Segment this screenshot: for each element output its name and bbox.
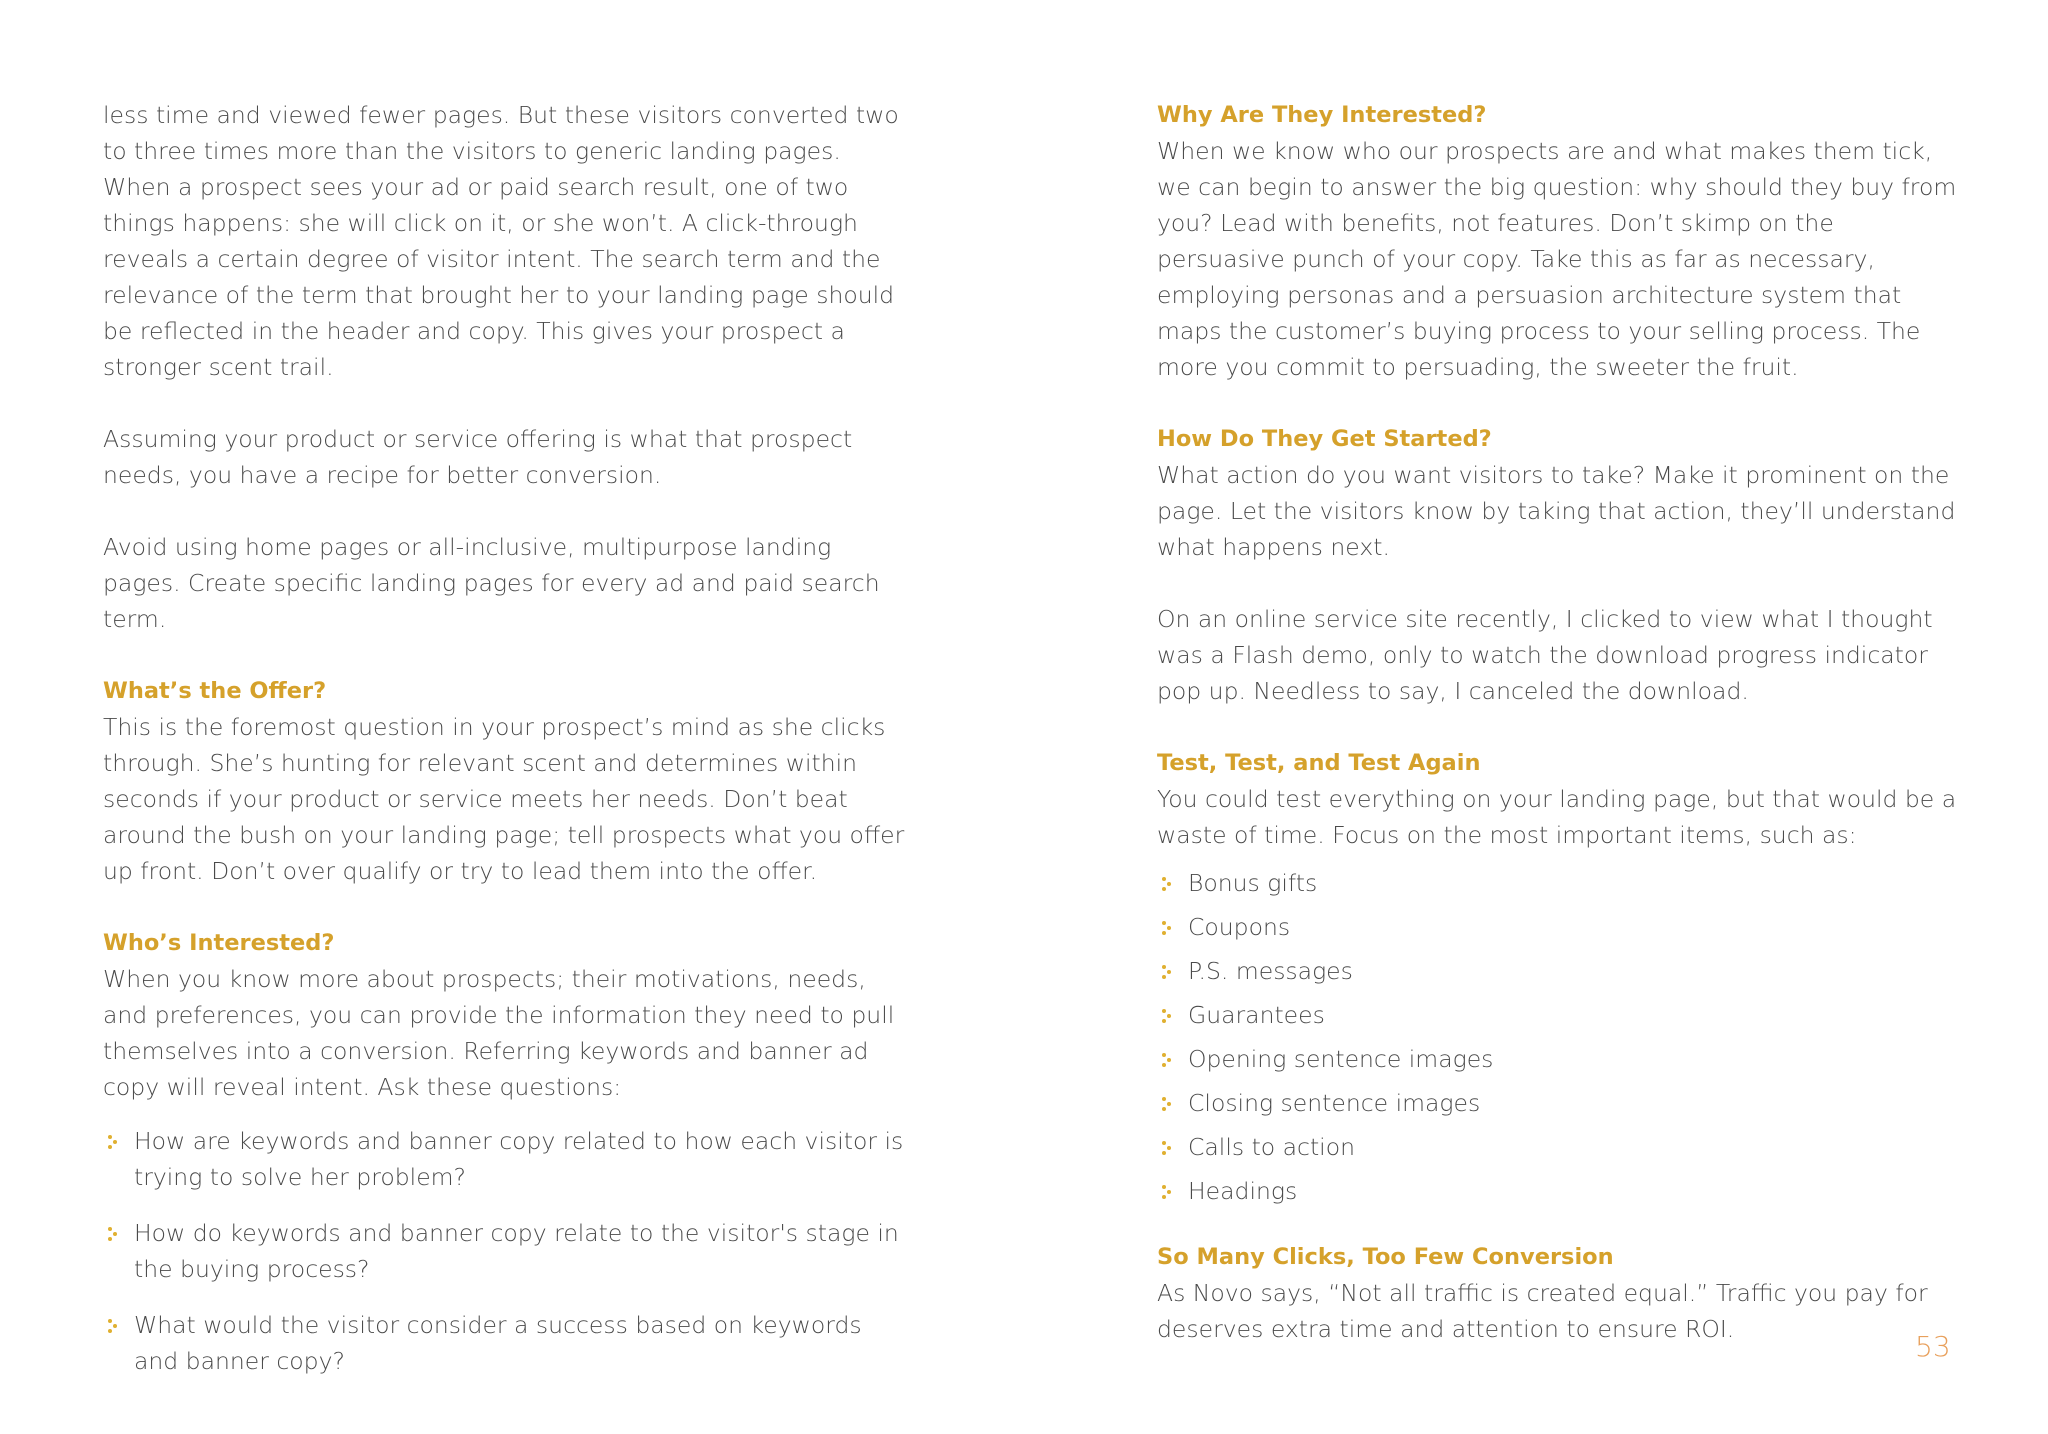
list-item bbox=[1157, 1129, 1967, 1165]
start-heading: How Do They Get Started? bbox=[1157, 426, 1492, 452]
list-item bbox=[1157, 1085, 1967, 1121]
list-item bbox=[1157, 1041, 1967, 1077]
who-heading: Who’s Interested? bbox=[103, 930, 335, 956]
dotted-chevron-icon bbox=[1161, 1008, 1175, 1024]
test-item-text: Closing sentence images bbox=[1188, 1089, 1481, 1117]
test-item-text: Bonus gifts bbox=[1188, 869, 1318, 897]
clicks-paragraph: As Novo says, “Not all traffic is created equal.” Traffic you pay for deserves extra time and attention to ensure ROI. bbox=[1157, 1279, 1928, 1343]
dotted-chevron-icon bbox=[107, 1226, 121, 1242]
list-item bbox=[1157, 1173, 1967, 1209]
list-item bbox=[1157, 909, 1967, 945]
test-heading: Test, Test, and Test Again bbox=[1157, 750, 1481, 776]
list-item bbox=[1157, 997, 1967, 1033]
offer-heading: What’s the Offer? bbox=[103, 678, 327, 704]
list-item bbox=[1157, 953, 1967, 989]
list-item bbox=[1157, 865, 1967, 901]
clicks-heading: So Many Clicks, Too Few Conversion bbox=[1157, 1244, 1614, 1270]
intro-paragraph: less time and viewed fewer pages. But these visitors converted two to three times more than the visitors to generic landing pages. When a prospect sees your ad or paid search result, one of two things happens: she will click on it, or she won’t. A click-through reveals a certain degree of visitor intent. The search term and the relevance of the term that brought her to your landing page should be reflected in the header and copy. This gives your prospect a stronger scent trail. bbox=[103, 101, 899, 381]
list-item bbox=[103, 1123, 913, 1195]
dotted-chevron-icon bbox=[1161, 920, 1175, 936]
dotted-chevron-icon bbox=[107, 1134, 121, 1150]
questions-list bbox=[103, 1123, 913, 1379]
test-item-text: Headings bbox=[1188, 1177, 1298, 1205]
test-item-text: Opening sentence images bbox=[1188, 1045, 1494, 1073]
dotted-chevron-icon bbox=[1161, 1052, 1175, 1068]
question-text: How do keywords and banner copy relate to the visitor's stage in the buying process? bbox=[134, 1219, 899, 1283]
who-paragraph: When you know more about prospects; their motivations, needs, and preferences, you can provide the information they need to pull themselves into a conversion. Referring keywords and banner ad copy will reveal intent. Ask these questions: bbox=[103, 965, 895, 1101]
test-paragraph: You could test everything on your landing page, but that would be a waste of time. Focus on the most important items, such as: bbox=[1157, 785, 1957, 849]
dotted-chevron-icon bbox=[1161, 1184, 1175, 1200]
why-paragraph: When we know who our prospects are and what makes them tick, we can begin to answer the big question: why should they buy from you? Lead with benefits, not features. Don’t skimp on the persuasive punch of your copy. Take this as far as necessary, employing personas and a persuasion architecture system that maps the customer’s buying process to your selling process. The more you commit to persuading, the sweeter the fruit. bbox=[1157, 137, 1957, 381]
question-text: What would the visitor consider a success based on keywords and banner copy? bbox=[134, 1311, 862, 1375]
test-items-list bbox=[1157, 865, 1967, 1209]
test-item-text: P.S. messages bbox=[1188, 957, 1353, 985]
dotted-chevron-icon bbox=[107, 1318, 121, 1334]
right-column bbox=[1157, 97, 1967, 1383]
dotted-chevron-icon bbox=[1161, 1140, 1175, 1156]
left-column bbox=[103, 97, 913, 1415]
offer-paragraph: This is the foremost question in your prospect’s mind as she clicks through. She’s hunting for relevant scent and determines within seconds if your product or service meets her needs. Don’t beat around the bush on your landing page; tell prospects what you offer up front. Don’t over qualify or try to lead them into the offer. bbox=[103, 713, 905, 885]
list-item bbox=[103, 1215, 913, 1287]
dotted-chevron-icon bbox=[1161, 1096, 1175, 1112]
start-paragraph: What action do you want visitors to take? Make it prominent on the page. Let the visitors know by taking that action, they’ll understand what happens next. bbox=[1157, 461, 1956, 561]
why-heading: Why Are They Interested? bbox=[1157, 102, 1487, 128]
dotted-chevron-icon bbox=[1161, 876, 1175, 892]
page-number: 53 bbox=[1915, 1330, 1951, 1363]
test-item-text: Guarantees bbox=[1188, 1001, 1325, 1029]
test-item-text: Calls to action bbox=[1188, 1133, 1355, 1161]
list-item bbox=[103, 1307, 913, 1379]
flash-demo-paragraph: On an online service site recently, I clicked to view what I thought was a Flash demo, only to watch the download progress indicator pop up. Needless to say, I canceled the download. bbox=[1157, 605, 1933, 705]
dotted-chevron-icon bbox=[1161, 964, 1175, 980]
recipe-paragraph: Assuming your product or service offering is what that prospect needs, you have a recipe for better conversion. bbox=[103, 425, 853, 489]
landing-pages-paragraph: Avoid using home pages or all-inclusive, multipurpose landing pages. Create specific landing pages for every ad and paid search term. bbox=[103, 533, 880, 633]
question-text: How are keywords and banner copy related to how each visitor is trying to solve her problem? bbox=[134, 1127, 904, 1191]
test-item-text: Coupons bbox=[1188, 913, 1291, 941]
